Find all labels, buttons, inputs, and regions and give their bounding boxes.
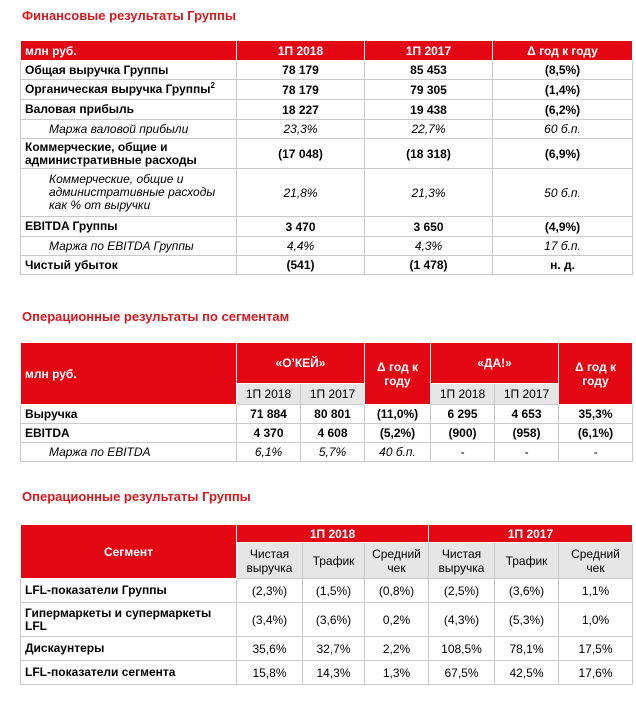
table-row — [21, 579, 633, 603]
row-label — [21, 120, 237, 139]
segment-value-dd: (6,1%) — [559, 424, 633, 443]
group-ops-table — [20, 524, 633, 685]
ops-value: 42,5% — [495, 661, 559, 685]
row-label: Гипермаркеты и супермаркеты LFL — [21, 603, 237, 637]
value-2018: (17 048) — [237, 139, 365, 169]
segment-value-o1: 71 884 — [237, 405, 301, 424]
segments-body — [21, 405, 633, 462]
table-row — [21, 237, 633, 256]
ops-value: (3,6%) — [495, 579, 559, 603]
segment-value-od: (5,2%) — [365, 424, 431, 443]
value-2018: 21,8% — [237, 169, 365, 217]
segments-title: Операционные результаты по сегментам — [22, 309, 290, 324]
row-label — [21, 139, 237, 169]
value-2017: 85 453 — [365, 61, 493, 80]
financial-body — [21, 61, 633, 275]
group-ops-period-2017: 1П 2017 — [429, 525, 633, 543]
segment-value-dd: - — [559, 443, 633, 462]
table-row — [21, 256, 633, 275]
segment-value-o2: 5,7% — [301, 443, 365, 462]
ops-value: 78,1% — [495, 637, 559, 661]
row-label: Выручка — [21, 405, 237, 424]
ops-value: (3,6%) — [303, 603, 365, 637]
da-year-2018: 1П 2018 — [431, 384, 495, 405]
value-2018: 4,4% — [237, 237, 365, 256]
value-2017: 79 305 — [365, 80, 493, 100]
ops-value: (5,3%) — [495, 603, 559, 637]
row-label — [21, 61, 237, 80]
metric-net-sales-2017: Чистая выручка — [429, 543, 495, 579]
row-label — [21, 169, 237, 217]
segment-value-d2: - — [495, 443, 559, 462]
value-2017: 22,7% — [365, 120, 493, 139]
row-label: LFL-показатели сегмента — [21, 661, 237, 685]
group-ops-header-row — [21, 525, 633, 543]
row-label-text: Маржа по EBITDA Группы — [49, 238, 194, 253]
header-delta: Δ год к году — [493, 41, 633, 61]
table-row — [21, 217, 633, 237]
segment-value-d1: (900) — [431, 424, 495, 443]
value-delta: (8,5%) — [493, 61, 633, 80]
table-row — [21, 424, 633, 443]
row-label-text: Валовая прибыль — [25, 102, 134, 116]
segment-value-o1: 6,1% — [237, 443, 301, 462]
ops-value: (2,5%) — [429, 579, 495, 603]
group-ops-body — [21, 579, 633, 685]
table-row — [21, 405, 633, 424]
metric-traffic-2018: Трафик — [303, 543, 365, 579]
value-2017: (18 318) — [365, 139, 493, 169]
ops-value: 67,5% — [429, 661, 495, 685]
value-delta: (6,2%) — [493, 100, 633, 120]
footnote-marker: 2 — [210, 81, 215, 90]
ops-value: 0,2% — [365, 603, 429, 637]
metric-avg-ticket-2017: Средний чек — [559, 543, 633, 579]
ops-value: (2,3%) — [237, 579, 303, 603]
segment-value-od: 40 б.п. — [365, 443, 431, 462]
okey-year-2018: 1П 2018 — [237, 384, 301, 405]
ops-value: (3,4%) — [237, 603, 303, 637]
table-row — [21, 80, 633, 100]
row-label — [21, 237, 237, 256]
ops-value: 17,5% — [559, 637, 633, 661]
table-row — [21, 139, 633, 169]
ops-value: 1,1% — [559, 579, 633, 603]
segments-header-row — [21, 343, 633, 384]
header-period-2018: 1П 2018 — [237, 41, 365, 61]
value-delta: 60 б.п. — [493, 120, 633, 139]
row-label-text: Чистый убыток — [25, 257, 118, 272]
segment-value-o2: 4 608 — [301, 424, 365, 443]
value-2018: (541) — [237, 256, 365, 275]
value-delta: (1,4%) — [493, 80, 633, 100]
value-2018: 23,3% — [237, 120, 365, 139]
financial-header-row — [21, 41, 633, 61]
ops-value: (0,8%) — [365, 579, 429, 603]
row-label-text: Коммерческие, общие и административные расходы как % от выручки — [49, 172, 216, 212]
row-label: EBITDA — [21, 424, 237, 443]
row-label — [21, 256, 237, 275]
metric-net-sales-2018: Чистая выручка — [237, 543, 303, 579]
table-row — [21, 443, 633, 462]
segments-header-unit: млн руб. — [21, 343, 237, 405]
ops-value: 32,7% — [303, 637, 365, 661]
header-unit: млн руб. — [21, 41, 237, 61]
segments-table — [20, 342, 633, 462]
table-row — [21, 603, 633, 637]
value-delta: 17 б.п. — [493, 237, 633, 256]
value-delta: (6,9%) — [493, 139, 633, 169]
ops-value: 2,2% — [365, 637, 429, 661]
value-2018: 78 179 — [237, 61, 365, 80]
value-2017: 19 438 — [365, 100, 493, 120]
header-period-2017: 1П 2017 — [365, 41, 493, 61]
value-2017: 4,3% — [365, 237, 493, 256]
da-year-2017: 1П 2017 — [495, 384, 559, 405]
table-row — [21, 120, 633, 139]
group-ops-title: Операционные результаты Группы — [22, 489, 251, 504]
row-label-text: Общая выручка Группы — [25, 62, 169, 77]
group-ops-period-2018: 1П 2018 — [237, 525, 429, 543]
value-2018: 18 227 — [237, 100, 365, 120]
financial-results-title: Финансовые результаты Группы — [22, 8, 236, 23]
row-label: Маржа по EBITDA — [21, 443, 237, 462]
table-row — [21, 661, 633, 685]
row-label: LFL-показатели Группы — [21, 579, 237, 603]
metric-avg-ticket-2018: Средний чек — [365, 543, 429, 579]
ops-value: (4,3%) — [429, 603, 495, 637]
row-label — [21, 100, 237, 120]
ops-value: 17,6% — [559, 661, 633, 685]
segment-value-d2: (958) — [495, 424, 559, 443]
row-label-text: Маржа валовой прибыли — [49, 121, 189, 136]
row-label-text: EBITDA Группы — [25, 219, 118, 233]
ops-value: 14,3% — [303, 661, 365, 685]
segment-value-od: (11,0%) — [365, 405, 431, 424]
row-label-text: Органическая выручка Группы — [25, 82, 211, 96]
okey-year-2017: 1П 2017 — [301, 384, 365, 405]
ops-value: 35,6% — [237, 637, 303, 661]
ops-value: 108,5% — [429, 637, 495, 661]
metric-traffic-2017: Трафик — [495, 543, 559, 579]
table-row — [21, 61, 633, 80]
group-ops-segment-header: Сегмент — [21, 525, 237, 579]
segment-okey-header: «О’КЕЙ» — [237, 343, 365, 384]
segment-value-dd: 35,3% — [559, 405, 633, 424]
segment-da-delta-header: Δ год к году — [559, 343, 633, 405]
value-delta: (4,9%) — [493, 217, 633, 237]
value-delta: 50 б.п. — [493, 169, 633, 217]
value-2017: 3 650 — [365, 217, 493, 237]
value-2017: 21,3% — [365, 169, 493, 217]
ops-value: 1,0% — [559, 603, 633, 637]
segment-value-d2: 4 653 — [495, 405, 559, 424]
table-row — [21, 100, 633, 120]
segment-value-o2: 80 801 — [301, 405, 365, 424]
value-2018: 3 470 — [237, 217, 365, 237]
table-row — [21, 637, 633, 661]
row-label-text: Коммерческие, общие и административные расходы — [25, 139, 197, 167]
row-label — [21, 217, 237, 237]
table-row — [21, 169, 633, 217]
value-delta: н. д. — [493, 256, 633, 275]
segment-okey-delta-header: Δ год к году — [365, 343, 431, 405]
row-label — [21, 80, 237, 100]
financial-results-table — [20, 40, 633, 275]
value-2017: (1 478) — [365, 256, 493, 275]
ops-value: 15,8% — [237, 661, 303, 685]
segment-value-d1: - — [431, 443, 495, 462]
row-label: Дискаунтеры — [21, 637, 237, 661]
ops-value: 1,3% — [365, 661, 429, 685]
ops-value: (1,5%) — [303, 579, 365, 603]
segment-da-header: «ДА!» — [431, 343, 559, 384]
segment-value-d1: 6 295 — [431, 405, 495, 424]
value-2018: 78 179 — [237, 80, 365, 100]
segment-value-o1: 4 370 — [237, 424, 301, 443]
